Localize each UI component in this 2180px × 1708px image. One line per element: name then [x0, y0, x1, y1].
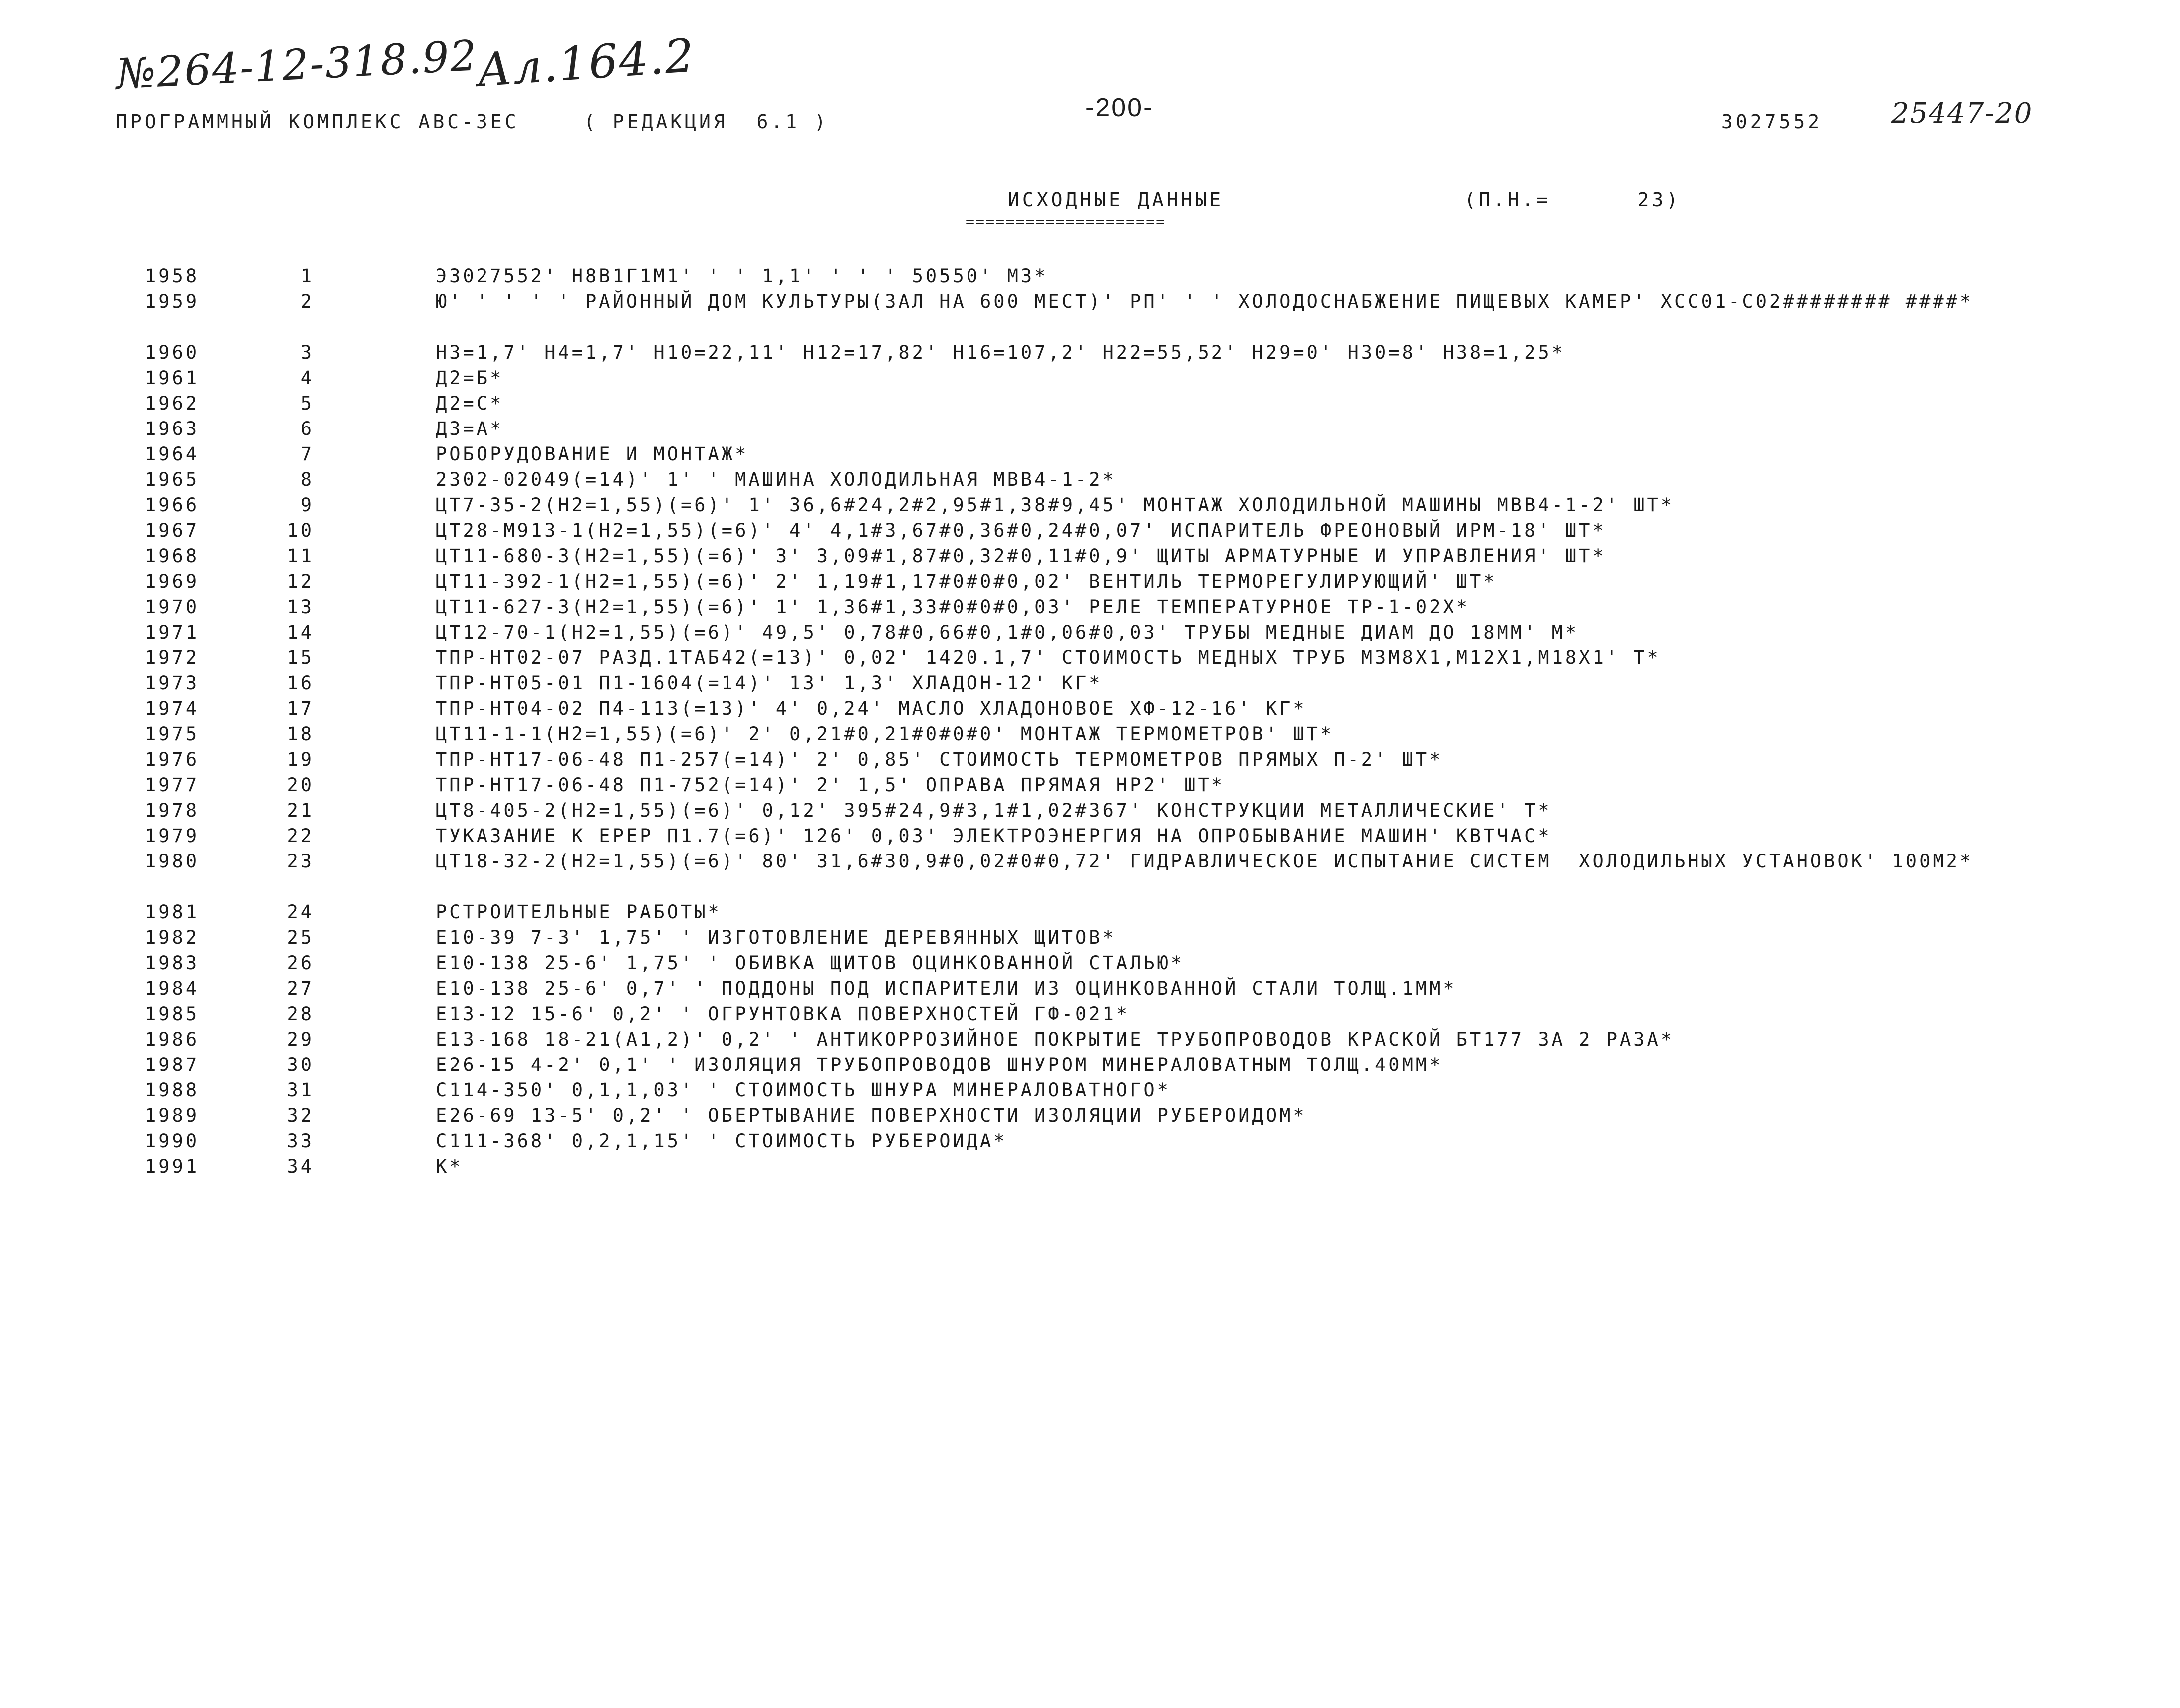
row-line-number: 1989 — [145, 1105, 200, 1126]
listing-row — [0, 543, 2180, 569]
row-line-number: 1971 — [145, 622, 200, 643]
listing-row — [0, 620, 2180, 645]
row-item-number: 34 — [287, 1156, 314, 1177]
row-line-number: 1968 — [145, 545, 200, 567]
row-item-number: 15 — [287, 647, 314, 668]
row-item-number: 26 — [287, 952, 314, 974]
row-record-text: ЦТ11-680-3(Н2=1,55)(=6)' 3' 3,09#1,87#0,32#0,11#0,9' ЩИТЫ АРМАТУРНЫЕ И УПРАВЛЕНИЯ' ШТ* — [436, 545, 1606, 567]
listing-row — [0, 1128, 2180, 1154]
row-line-number: 1979 — [145, 825, 200, 847]
row-item-number: 6 — [300, 418, 314, 439]
row-record-text: ЦТ11-392-1(Н2=1,55)(=6)' 2' 1,19#1,17#0#0#0,02' ВЕНТИЛЬ ТЕРМОРЕГУЛИРУЮЩИЙ' ШТ* — [436, 571, 1497, 592]
row-line-number: 1958 — [145, 265, 200, 287]
row-line-number: 1991 — [145, 1156, 200, 1177]
handwritten-document-number: №264-12-318.92 — [114, 31, 479, 99]
row-line-number: 1990 — [145, 1130, 200, 1152]
row-record-text: РОБОРУДОВАНИЕ И МОНТАЖ* — [436, 443, 749, 465]
row-line-number: 1981 — [145, 901, 200, 923]
row-record-text: ТПР-НТ17-06-48 П1-752(=14)' 2' 1,5' ОПРАВА ПРЯМАЯ НР2' ШТ* — [436, 774, 1225, 796]
row-item-number: 32 — [287, 1105, 314, 1126]
row-item-number: 33 — [287, 1130, 314, 1152]
program-name: ПРОГРАММНЫЙ КОМПЛЕКС АВС-3ЕС — [116, 111, 519, 133]
input-data-listing — [0, 263, 2180, 1179]
listing-row — [0, 772, 2180, 798]
page-number: -200- — [1085, 93, 1154, 122]
row-line-number: 1970 — [145, 596, 200, 618]
row-record-text: С111-368' 0,2,1,15' ' СТОИМОСТЬ РУБЕРОИДА* — [436, 1130, 1007, 1152]
row-item-number: 23 — [287, 851, 314, 872]
row-line-number: 1973 — [145, 672, 200, 694]
row-item-number: 22 — [287, 825, 314, 847]
listing-row — [0, 976, 2180, 1001]
row-item-number: 3 — [300, 342, 314, 363]
row-record-text: ЦТ11-627-3(Н2=1,55)(=6)' 1' 1,36#1,33#0#0#0,03' РЕЛЕ ТЕМПЕРАТУРНОЕ ТР-1-02Х* — [436, 596, 1470, 618]
row-record-text: ЦТ7-35-2(Н2=1,55)(=6)' 1' 36,6#24,2#2,95#1,38#9,45' МОНТАЖ ХОЛОДИЛЬНОЙ МАШИНЫ МВВ4-1-2' ШТ* — [436, 494, 1675, 516]
row-record-text: ТПР-НТ05-01 П1-1604(=14)' 13' 1,3' ХЛАДОН-12' КГ* — [436, 672, 1103, 694]
listing-row — [0, 696, 2180, 721]
row-line-number: 1964 — [145, 443, 200, 465]
row-line-number: 1983 — [145, 952, 200, 974]
row-line-number: 1982 — [145, 927, 200, 948]
row-item-number: 5 — [300, 393, 314, 414]
row-line-number: 1977 — [145, 774, 200, 796]
row-item-number: 4 — [300, 367, 314, 389]
listing-row — [0, 1077, 2180, 1103]
row-record-text: Е13-12 15-6' 0,2' ' ОГРУНТОВКА ПОВЕРХНОСТЕЙ ГФ-021* — [436, 1003, 1130, 1025]
row-line-number: 1960 — [145, 342, 200, 363]
row-record-text: Э3027552' Н8В1Г1М1' ' ' 1,1' ' ' ' 50550' М3* — [436, 265, 1048, 287]
row-item-number: 25 — [287, 927, 314, 948]
row-record-text: РСТРОИТЕЛЬНЫЕ РАБОТЫ* — [436, 901, 722, 923]
row-item-number: 9 — [300, 494, 314, 516]
listing-row — [0, 340, 2180, 365]
row-item-number: 27 — [287, 978, 314, 999]
row-line-number: 1975 — [145, 723, 200, 745]
row-record-text: ЦТ8-405-2(Н2=1,55)(=6)' 0,12' 395#24,9#3,1#1,02#367' КОНСТРУКЦИИ МЕТАЛЛИЧЕСКИЕ' Т* — [436, 800, 1552, 821]
row-item-number: 21 — [287, 800, 314, 821]
row-line-number: 1962 — [145, 393, 200, 414]
section-title: ИСХОДНЫЕ ДАННЫЕ — [1008, 189, 1224, 211]
listing-row — [0, 1154, 2180, 1179]
row-item-number: 11 — [287, 545, 314, 567]
row-record-text: ТПР-НТ04-02 П4-113(=13)' 4' 0,24' МАСЛО ХЛАДОНОВОЕ ХФ-12-16' КГ* — [436, 698, 1307, 719]
row-record-text: Е26-69 13-5' 0,2' ' ОБЕРТЫВАНИЕ ПОВЕРХНОСТИ ИЗОЛЯЦИИ РУБЕРОИДОМ* — [436, 1105, 1307, 1126]
listing-row — [0, 798, 2180, 823]
row-line-number: 1967 — [145, 520, 200, 541]
listing-row — [0, 594, 2180, 620]
row-line-number: 1978 — [145, 800, 200, 821]
listing-row — [0, 492, 2180, 518]
row-line-number: 1985 — [145, 1003, 200, 1025]
section-reference: (П.Н.= 23) — [1464, 189, 1681, 211]
row-line-number: 1965 — [145, 469, 200, 490]
row-record-text: ЦТ11-1-1(Н2=1,55)(=6)' 2' 0,21#0,21#0#0#0' МОНТАЖ ТЕРМОМЕТРОВ' ШТ* — [436, 723, 1334, 745]
row-record-text: ТУКАЗАНИЕ К ЕРЕР П1.7(=6)' 126' 0,03' ЭЛЕКТРОЭНЕРГИЯ НА ОПРОБЫВАНИЕ МАШИН' КВТЧАС* — [436, 825, 1552, 847]
handwritten-sheet-reference: Ал.164.2 — [475, 28, 697, 98]
row-record-text: ЦТ18-32-2(Н2=1,55)(=6)' 80' 31,6#30,9#0,02#0#0,72' ГИДРАВЛИЧЕСКОЕ ИСПЫТАНИЕ СИСТЕМ ХОЛОДИЛЬНЫХ УСТАНОВОК' 100М2* — [436, 851, 1974, 872]
row-line-number: 1972 — [145, 647, 200, 668]
listing-row — [0, 416, 2180, 441]
row-line-number: 1959 — [145, 291, 200, 312]
row-record-text: Е10-138 25-6' 1,75' ' ОБИВКА ЩИТОВ ОЦИНКОВАННОЙ СТАЛЬЮ* — [436, 952, 1185, 974]
row-record-text: ТПР-НТ02-07 РАЗД.1ТАБ42(=13)' 0,02' 1420.1,7' СТОИМОСТЬ МЕДНЫХ ТРУБ М3М8Х1,М12Х1,М18Х1' Т* — [436, 647, 1661, 668]
document-number: 3027552 — [1721, 111, 1823, 133]
row-record-text: Е10-39 7-3' 1,75' ' ИЗГОТОВЛЕНИЕ ДЕРЕВЯННЫХ ЩИТОВ* — [436, 927, 1116, 948]
row-item-number: 20 — [287, 774, 314, 796]
row-record-text: ЦТ28-М913-1(Н2=1,55)(=6)' 4' 4,1#3,67#0,36#0,24#0,07' ИСПАРИТЕЛЬ ФРЕОНОВЫЙ ИРМ-18' ШТ* — [436, 520, 1606, 541]
listing-row — [0, 1052, 2180, 1077]
row-item-number: 13 — [287, 596, 314, 618]
listing-row — [0, 365, 2180, 391]
row-item-number: 28 — [287, 1003, 314, 1025]
row-record-text: Ю' ' ' ' ' РАЙОННЫЙ ДОМ КУЛЬТУРЫ(ЗАЛ НА 600 МЕСТ)' РП' ' ' ХОЛОДОСНАБЖЕНИЕ ПИЩЕВЫХ КАМЕР' ХСС01-С02######## ####* — [436, 291, 1974, 312]
row-record-text: С114-350' 0,1,1,03' ' СТОИМОСТЬ ШНУРА МИНЕРАЛОВАТНОГО* — [436, 1079, 1171, 1101]
listing-row — [0, 645, 2180, 670]
row-record-text: Д3=А* — [436, 418, 504, 439]
row-item-number: 14 — [287, 622, 314, 643]
row-item-number: 31 — [287, 1079, 314, 1101]
row-record-text: ЦТ12-70-1(Н2=1,55)(=6)' 49,5' 0,78#0,66#0,1#0,06#0,03' ТРУБЫ МЕДНЫЕ ДИАМ ДО 18ММ' М* — [436, 622, 1579, 643]
row-line-number: 1988 — [145, 1079, 200, 1101]
row-item-number: 2 — [300, 291, 314, 312]
listing-row — [0, 1027, 2180, 1052]
row-record-text: Н3=1,7' Н4=1,7' Н10=22,11' Н12=17,82' Н16=107,2' Н22=55,52' Н29=0' Н30=8' Н38=1,25* — [436, 342, 1565, 363]
row-item-number: 12 — [287, 571, 314, 592]
listing-row — [0, 1103, 2180, 1128]
listing-row — [0, 441, 2180, 467]
listing-row — [0, 518, 2180, 543]
row-record-text: ТПР-НТ17-06-48 П1-257(=14)' 2' 0,85' СТОИМОСТЬ ТЕРМОМЕТРОВ ПРЯМЫХ П-2' ШТ* — [436, 749, 1443, 770]
row-record-text: Д2=С* — [436, 393, 504, 414]
listing-row — [0, 925, 2180, 950]
row-item-number: 16 — [287, 672, 314, 694]
section-title-underline: ==================== — [966, 214, 1166, 231]
row-item-number: 24 — [287, 901, 314, 923]
row-line-number: 1986 — [145, 1029, 200, 1050]
listing-row — [0, 391, 2180, 416]
row-record-text: К* — [436, 1156, 463, 1177]
row-item-number: 8 — [300, 469, 314, 490]
listing-row — [0, 849, 2180, 899]
listing-row — [0, 747, 2180, 772]
row-item-number: 18 — [287, 723, 314, 745]
row-line-number: 1961 — [145, 367, 200, 389]
row-item-number: 19 — [287, 749, 314, 770]
row-line-number: 1966 — [145, 494, 200, 516]
row-line-number: 1976 — [145, 749, 200, 770]
row-line-number: 1969 — [145, 571, 200, 592]
program-edition: ( РЕДАКЦИЯ 6.1 ) — [584, 111, 829, 133]
row-item-number: 7 — [300, 443, 314, 465]
row-line-number: 1963 — [145, 418, 200, 439]
listing-row — [0, 721, 2180, 747]
row-line-number: 1974 — [145, 698, 200, 719]
handwritten-code: 25447-20 — [1891, 97, 2033, 130]
listing-row — [0, 263, 2180, 289]
row-line-number: 1984 — [145, 978, 200, 999]
listing-row — [0, 467, 2180, 492]
row-line-number: 1987 — [145, 1054, 200, 1075]
row-line-number: 1980 — [145, 851, 200, 872]
row-record-text: Е26-15 4-2' 0,1' ' ИЗОЛЯЦИЯ ТРУБОПРОВОДОВ ШНУРОМ МИНЕРАЛОВАТНЫМ ТОЛЩ.40ММ* — [436, 1054, 1443, 1075]
row-record-text: Д2=Б* — [436, 367, 504, 389]
row-item-number: 10 — [287, 520, 314, 541]
listing-row — [0, 569, 2180, 594]
row-record-text: 2302-02049(=14)' 1' ' МАШИНА ХОЛОДИЛЬНАЯ МВВ4-1-2* — [436, 469, 1116, 490]
listing-row — [0, 1001, 2180, 1027]
row-record-text: Е10-138 25-6' 0,7' ' ПОДДОНЫ ПОД ИСПАРИТЕЛИ ИЗ ОЦИНКОВАННОЙ СТАЛИ ТОЛЩ.1ММ* — [436, 978, 1456, 999]
row-item-number: 1 — [300, 265, 314, 287]
row-item-number: 29 — [287, 1029, 314, 1050]
listing-row — [0, 289, 2180, 340]
row-record-text: Е13-168 18-21(А1,2)' 0,2' ' АНТИКОРРОЗИЙНОЕ ПОКРЫТИЕ ТРУБОПРОВОДОВ КРАСКОЙ БТ177 ЗА 2 РАЗА* — [436, 1029, 1675, 1050]
listing-row — [0, 670, 2180, 696]
row-item-number: 17 — [287, 698, 314, 719]
listing-row — [0, 899, 2180, 925]
row-item-number: 30 — [287, 1054, 314, 1075]
listing-row — [0, 823, 2180, 849]
listing-row — [0, 950, 2180, 976]
